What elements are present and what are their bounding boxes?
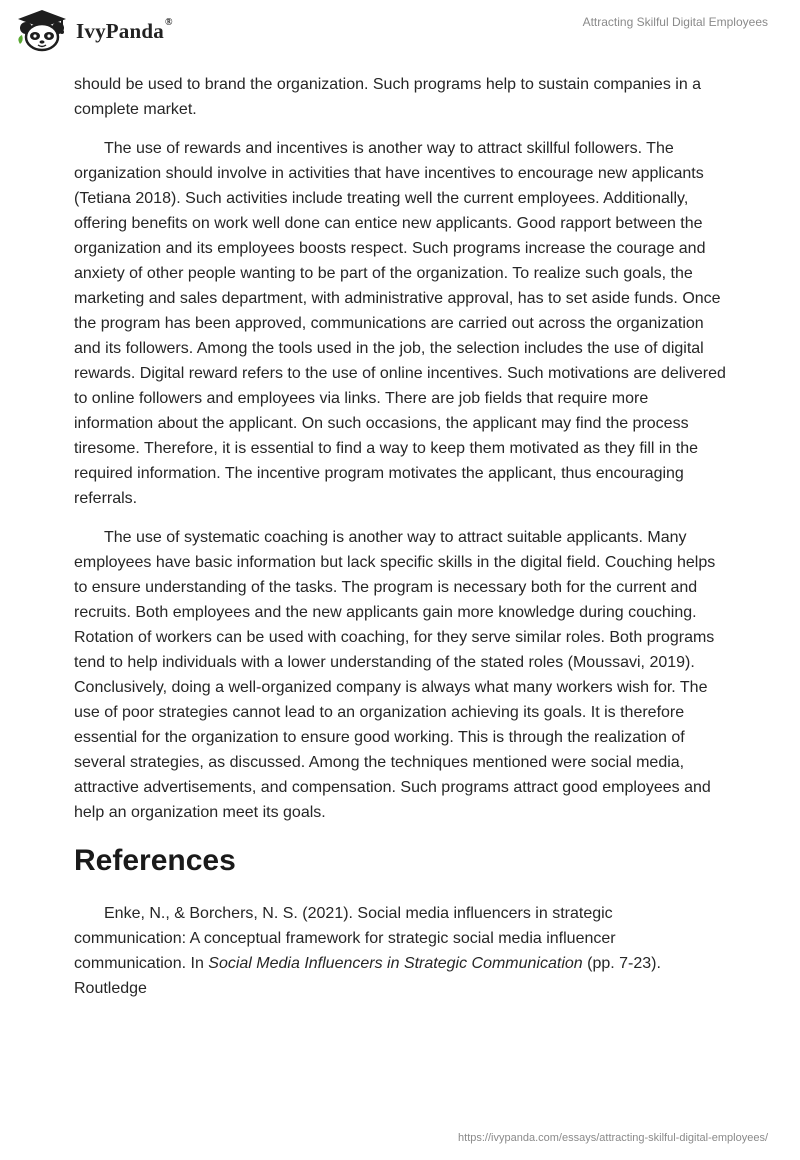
essay-content	[74, 72, 726, 1001]
panda-icon	[14, 8, 70, 52]
paragraph-systematic-coaching: The use of systematic coaching is another way to attract suitable applicants. Many employees have basic information but lack specific skills in the digital field. Couching helps to ensure understanding of the tasks. The program is necessary both for the current and recruits. Both employees and the new applicants gain more knowledge during couching. Rotation of workers can be used with coaching, for they serve similar roles. Both programs tend to help individuals with a lower understanding of the stated roles (Moussavi, 2019). Conclusively, doing a well-organized company is always what many workers wish for. The use of poor strategies cannot lead to an organization achieving its goals. It is therefore essential for the organization to ensure good working. This is through the realization of several strategies, as discussed. Among the techniques mentioned were social media, attractive advertisements, and compensation. Such programs attract good employees and help an organization meet its goals.	[74, 529, 716, 821]
paragraph-continuation: should be used to brand the organization. Such programs help to sustain companies in a complete market.	[74, 76, 702, 118]
page-header	[0, 0, 800, 70]
paragraph-rewards-incentives: The use of rewards and incentives is another way to attract skillful followers. The organization should involve in activities that have incentives to encourage new applicants (Tetiana 2018). Such activities include treating well the current employees. Additionally, offering benefits on work well done can entice new applicants. Good rapport between the organization and its employees boosts respect. Such programs increase the courage and anxiety of other people wanting to be part of the organization. To realize such goals, the marketing and sales department, with administrative approval, has to set aside funds. Once the program has been approved, communications are carried out across the organization and its followers. Among the tools used in the job, the selection includes the use of digital rewards. Digital reward refers to the use of online incentives. Such motivations are delivered to online followers and employees via links. There are job fields that require more information about the applicant. On such occasions, the applicant may find the process tiresome. Therefore, it is essential to find a way to keep them motivated as they fill in the required information. The incentive program motivates the applicant, thus encouraging referrals.	[74, 140, 726, 507]
brand-name: IvyPanda®	[76, 16, 173, 43]
ivypanda-logo[interactable]	[14, 8, 173, 52]
reference-pages-publisher: (pp. 7-23). Routledge	[74, 955, 661, 997]
reference-item	[74, 901, 726, 1001]
reference-book-title: Social Media Influencers in Strategic Communication	[208, 955, 583, 972]
page-url[interactable]: https://ivypanda.com/essays/attracting-skilful-digital-employees/	[458, 1132, 768, 1144]
document-title: Attracting Skilful Digital Employees	[582, 15, 768, 29]
references-heading: References	[74, 844, 236, 877]
reference-text: Enke, N., & Borchers, N. S. (2021). Social media influencers in strategic communication: A conceptual framework for strategic social media influencer communication. In	[74, 905, 616, 972]
